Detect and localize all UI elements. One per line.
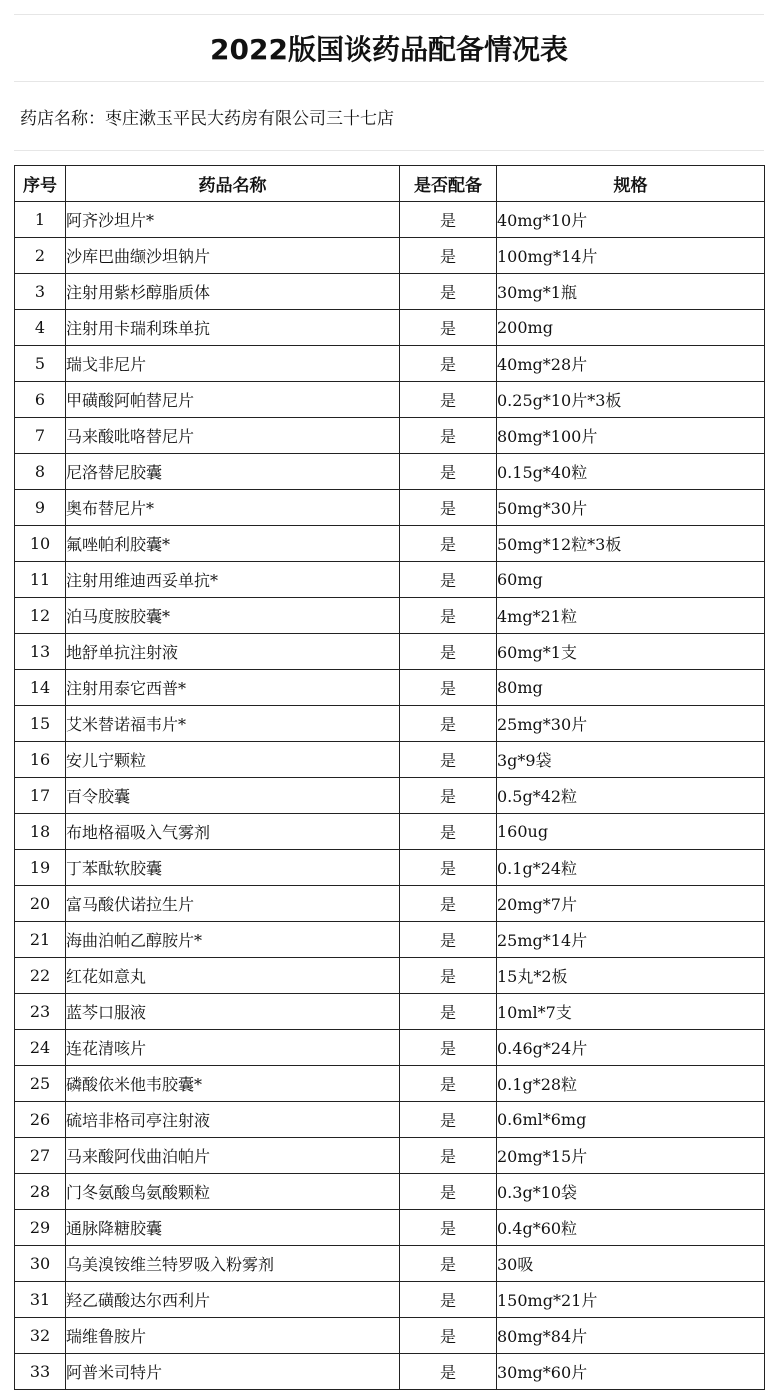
cell-spec: 10ml*7支: [497, 994, 765, 1030]
cell-drug-name: 瑞维鲁胺片: [66, 1318, 400, 1354]
cell-drug-name: 注射用紫杉醇脂质体: [66, 274, 400, 310]
cell-spec: 30mg*60片: [497, 1354, 765, 1390]
cell-spec: 60mg: [497, 562, 765, 598]
cell-spec: 0.25g*10片*3板: [497, 382, 765, 418]
cell-index: 7: [15, 418, 66, 454]
cell-drug-name: 注射用卡瑞利珠单抗: [66, 310, 400, 346]
cell-drug-name: 马来酸阿伐曲泊帕片: [66, 1138, 400, 1174]
cell-index: 19: [15, 850, 66, 886]
cell-drug-name: 注射用泰它西普*: [66, 670, 400, 706]
cell-index: 1: [15, 202, 66, 238]
cell-drug-name: 尼洛替尼胶囊: [66, 454, 400, 490]
cell-stocked: 是: [400, 526, 497, 562]
cell-drug-name: 奥布替尼片*: [66, 490, 400, 526]
cell-spec: 0.1g*28粒: [497, 1066, 765, 1102]
cell-index: 33: [15, 1354, 66, 1390]
cell-index: 8: [15, 454, 66, 490]
table-row: [15, 886, 765, 922]
cell-spec: 40mg*28片: [497, 346, 765, 382]
cell-index: 32: [15, 1318, 66, 1354]
cell-drug-name: 阿普米司特片: [66, 1354, 400, 1390]
cell-index: 14: [15, 670, 66, 706]
table-row: [15, 382, 765, 418]
cell-spec: 50mg*12粒*3板: [497, 526, 765, 562]
table-row: [15, 670, 765, 706]
table-row: [15, 202, 765, 238]
cell-spec: 0.6ml*6mg: [497, 1102, 765, 1138]
cell-index: 26: [15, 1102, 66, 1138]
header-stocked: 是否配备: [400, 166, 497, 202]
cell-spec: 80mg: [497, 670, 765, 706]
cell-stocked: 是: [400, 706, 497, 742]
table-row: [15, 274, 765, 310]
cell-drug-name: 海曲泊帕乙醇胺片*: [66, 922, 400, 958]
cell-drug-name: 富马酸伏诺拉生片: [66, 886, 400, 922]
cell-index: 3: [15, 274, 66, 310]
cell-spec: 30吸: [497, 1246, 765, 1282]
cell-stocked: 是: [400, 598, 497, 634]
cell-drug-name: 连花清咳片: [66, 1030, 400, 1066]
cell-index: 10: [15, 526, 66, 562]
cell-stocked: 是: [400, 202, 497, 238]
cell-stocked: 是: [400, 1030, 497, 1066]
cell-spec: 25mg*14片: [497, 922, 765, 958]
cell-drug-name: 丁苯酞软胶囊: [66, 850, 400, 886]
cell-stocked: 是: [400, 1318, 497, 1354]
cell-drug-name: 氟唑帕利胶囊*: [66, 526, 400, 562]
cell-drug-name: 通脉降糖胶囊: [66, 1210, 400, 1246]
cell-stocked: 是: [400, 670, 497, 706]
cell-drug-name: 安儿宁颗粒: [66, 742, 400, 778]
header-index: 序号: [15, 166, 66, 202]
cell-index: 16: [15, 742, 66, 778]
table-row: [15, 1030, 765, 1066]
table-row: [15, 706, 765, 742]
cell-index: 15: [15, 706, 66, 742]
table-row: [15, 562, 765, 598]
table-row: [15, 454, 765, 490]
cell-index: 2: [15, 238, 66, 274]
cell-index: 24: [15, 1030, 66, 1066]
cell-index: 13: [15, 634, 66, 670]
cell-stocked: 是: [400, 310, 497, 346]
header-drug-name: 药品名称: [66, 166, 400, 202]
cell-spec: 160ug: [497, 814, 765, 850]
table-row: [15, 1066, 765, 1102]
cell-stocked: 是: [400, 634, 497, 670]
cell-spec: 15丸*2板: [497, 958, 765, 994]
cell-spec: 150mg*21片: [497, 1282, 765, 1318]
cell-drug-name: 磷酸依米他韦胶囊*: [66, 1066, 400, 1102]
store-name-cell: [14, 82, 764, 151]
cell-drug-name: 布地格福吸入气雾剂: [66, 814, 400, 850]
cell-index: 22: [15, 958, 66, 994]
table-row: [15, 1354, 765, 1390]
cell-spec: 40mg*10片: [497, 202, 765, 238]
table-row: [15, 1138, 765, 1174]
cell-stocked: 是: [400, 454, 497, 490]
cell-drug-name: 艾米替诺福韦片*: [66, 706, 400, 742]
table-body: [15, 202, 765, 1390]
cell-spec: 0.15g*40粒: [497, 454, 765, 490]
cell-spec: 30mg*1瓶: [497, 274, 765, 310]
cell-stocked: 是: [400, 382, 497, 418]
cell-stocked: 是: [400, 850, 497, 886]
cell-stocked: 是: [400, 1282, 497, 1318]
cell-drug-name: 阿齐沙坦片*: [66, 202, 400, 238]
cell-index: 12: [15, 598, 66, 634]
cell-index: 5: [15, 346, 66, 382]
table-row: [15, 346, 765, 382]
cell-index: 18: [15, 814, 66, 850]
cell-stocked: 是: [400, 562, 497, 598]
cell-index: 31: [15, 1282, 66, 1318]
cell-drug-name: 注射用维迪西妥单抗*: [66, 562, 400, 598]
header-spec: 规格: [497, 166, 765, 202]
cell-spec: 20mg*15片: [497, 1138, 765, 1174]
table-row: [15, 994, 765, 1030]
cell-index: 21: [15, 922, 66, 958]
row-spacer: [14, 151, 764, 165]
cell-drug-name: 羟乙磺酸达尔西利片: [66, 1282, 400, 1318]
cell-index: 4: [15, 310, 66, 346]
table-row: [15, 1246, 765, 1282]
table-row: [15, 1102, 765, 1138]
cell-stocked: 是: [400, 490, 497, 526]
cell-drug-name: 瑞戈非尼片: [66, 346, 400, 382]
cell-spec: 4mg*21粒: [497, 598, 765, 634]
cell-spec: 0.3g*10袋: [497, 1174, 765, 1210]
cell-spec: 3g*9袋: [497, 742, 765, 778]
table-row: [15, 526, 765, 562]
table-row: [15, 958, 765, 994]
cell-drug-name: 红花如意丸: [66, 958, 400, 994]
page-title: 2022版国谈药品配备情况表: [210, 33, 568, 66]
cell-stocked: 是: [400, 886, 497, 922]
drug-table: [14, 165, 765, 1390]
cell-drug-name: 泊马度胺胶囊*: [66, 598, 400, 634]
table-row: [15, 850, 765, 886]
cell-stocked: 是: [400, 778, 497, 814]
sheet-title-cell: [14, 14, 764, 82]
table-header-row: [15, 166, 765, 202]
table-row: [15, 814, 765, 850]
cell-stocked: 是: [400, 1174, 497, 1210]
table-row: [15, 418, 765, 454]
cell-drug-name: 乌美溴铵维兰特罗吸入粉雾剂: [66, 1246, 400, 1282]
cell-drug-name: 沙库巴曲缬沙坦钠片: [66, 238, 400, 274]
cell-spec: 0.46g*24片: [497, 1030, 765, 1066]
cell-stocked: 是: [400, 1354, 497, 1390]
cell-spec: 0.4g*60粒: [497, 1210, 765, 1246]
table-row: [15, 1174, 765, 1210]
cell-drug-name: 地舒单抗注射液: [66, 634, 400, 670]
cell-stocked: 是: [400, 814, 497, 850]
cell-drug-name: 蓝芩口服液: [66, 994, 400, 1030]
table-row: [15, 742, 765, 778]
cell-index: 17: [15, 778, 66, 814]
cell-drug-name: 硫培非格司亭注射液: [66, 1102, 400, 1138]
cell-stocked: 是: [400, 742, 497, 778]
cell-drug-name: 百令胶囊: [66, 778, 400, 814]
cell-index: 9: [15, 490, 66, 526]
cell-stocked: 是: [400, 958, 497, 994]
cell-index: 30: [15, 1246, 66, 1282]
cell-stocked: 是: [400, 418, 497, 454]
cell-spec: 200mg: [497, 310, 765, 346]
cell-index: 20: [15, 886, 66, 922]
cell-stocked: 是: [400, 1138, 497, 1174]
cell-index: 29: [15, 1210, 66, 1246]
table-row: [15, 1210, 765, 1246]
cell-stocked: 是: [400, 274, 497, 310]
cell-stocked: 是: [400, 994, 497, 1030]
table-row: [15, 490, 765, 526]
table-row: [15, 238, 765, 274]
cell-index: 27: [15, 1138, 66, 1174]
cell-spec: 20mg*7片: [497, 886, 765, 922]
cell-spec: 100mg*14片: [497, 238, 765, 274]
cell-index: 23: [15, 994, 66, 1030]
table-row: [15, 634, 765, 670]
table-row: [15, 310, 765, 346]
table-row: [15, 922, 765, 958]
cell-drug-name: 门冬氨酸鸟氨酸颗粒: [66, 1174, 400, 1210]
cell-spec: 50mg*30片: [497, 490, 765, 526]
cell-stocked: 是: [400, 1102, 497, 1138]
cell-index: 6: [15, 382, 66, 418]
cell-spec: 0.1g*24粒: [497, 850, 765, 886]
cell-stocked: 是: [400, 1210, 497, 1246]
cell-stocked: 是: [400, 1066, 497, 1102]
cell-spec: 80mg*84片: [497, 1318, 765, 1354]
cell-index: 11: [15, 562, 66, 598]
cell-index: 25: [15, 1066, 66, 1102]
cell-stocked: 是: [400, 238, 497, 274]
cell-stocked: 是: [400, 346, 497, 382]
store-name-label: 药店名称：枣庄漱玉平民大药房有限公司三十七店: [20, 108, 394, 129]
cell-spec: 80mg*100片: [497, 418, 765, 454]
cell-drug-name: 马来酸吡咯替尼片: [66, 418, 400, 454]
table-row: [15, 1318, 765, 1354]
cell-spec: 25mg*30片: [497, 706, 765, 742]
cell-spec: 60mg*1支: [497, 634, 765, 670]
cell-drug-name: 甲磺酸阿帕替尼片: [66, 382, 400, 418]
cell-stocked: 是: [400, 922, 497, 958]
cell-stocked: 是: [400, 1246, 497, 1282]
table-row: [15, 598, 765, 634]
spreadsheet: [14, 14, 764, 1390]
cell-spec: 0.5g*42粒: [497, 778, 765, 814]
table-row: [15, 1282, 765, 1318]
table-row: [15, 778, 765, 814]
cell-index: 28: [15, 1174, 66, 1210]
